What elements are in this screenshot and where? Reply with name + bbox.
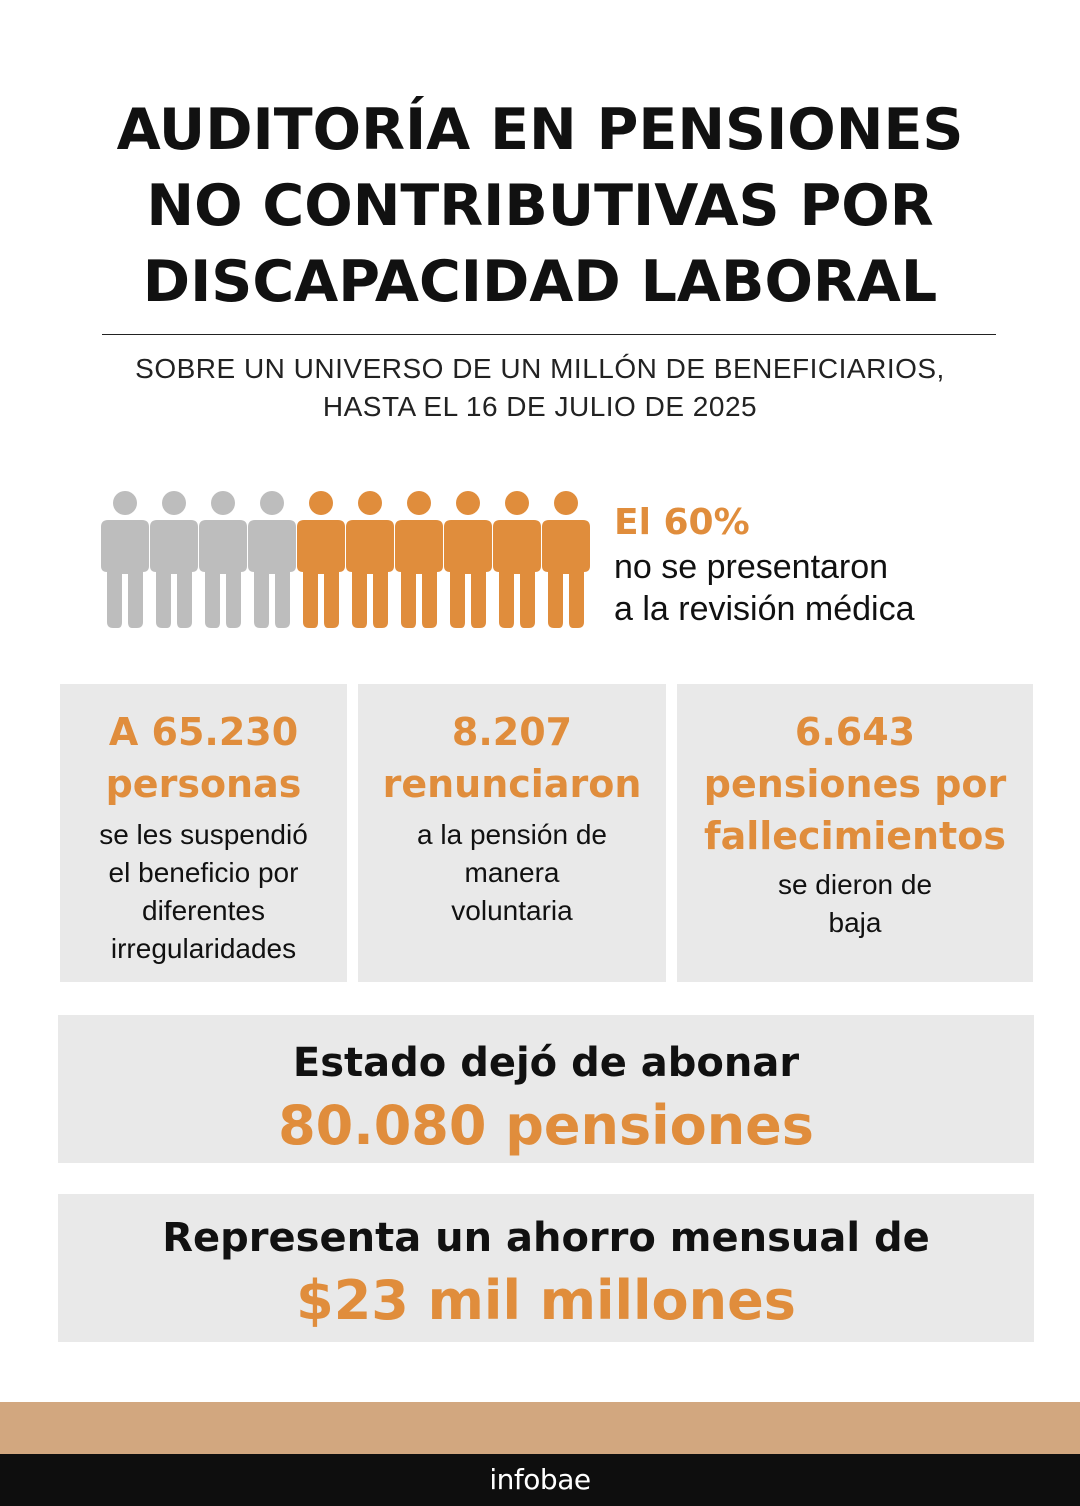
stat-suspended-desc-2: el beneficio por: [108, 857, 299, 888]
stat-box-suspended: [60, 684, 347, 982]
stat-renounced-number: 8.207: [451, 710, 573, 754]
person-icon-orange: [492, 490, 542, 630]
person-icon-gray: [149, 490, 199, 630]
stat-suspended-number: 65.230: [151, 710, 299, 754]
savings-line: Representa un ahorro mensual de: [162, 1215, 930, 1261]
page-title: [40, 92, 1040, 320]
stat-suspended-prefix: A: [108, 710, 152, 754]
person-icon-orange: [345, 490, 395, 630]
person-icon-orange: [443, 490, 493, 630]
title-line-1: AUDITORÍA EN PENSIONES: [116, 97, 964, 163]
title-divider: [102, 334, 996, 335]
footer-bar: [0, 1454, 1080, 1506]
stat-deceased-label-1: pensiones por: [703, 762, 1007, 806]
percent-description: [614, 546, 1054, 630]
subtitle: [40, 350, 1040, 426]
person-icon-orange: [394, 490, 444, 630]
summary-unit: pensiones: [486, 1094, 814, 1157]
person-icon-orange: [541, 490, 591, 630]
subtitle-line-1: SOBRE UN UNIVERSO DE UN MILLÓN DE BENEFICIARIOS,: [135, 353, 945, 384]
stat-deceased-desc-1: se dieron de: [777, 869, 933, 900]
summary-number: 80.080: [278, 1094, 487, 1157]
title-line-3: DISCAPACIDAD LABORAL: [142, 249, 938, 315]
stat-box-deceased: [677, 684, 1033, 982]
title-line-2: NO CONTRIBUTIVAS POR: [146, 173, 934, 239]
stat-suspended-desc-4: irregularidades: [110, 933, 297, 964]
percent-line-2: a la revisión médica: [614, 590, 915, 628]
stat-renounced-desc-3: voluntaria: [451, 895, 573, 926]
stat-renounced-label: renunciaron: [382, 762, 642, 806]
savings-amount: $23 mil millones: [296, 1269, 796, 1332]
stat-renounced-desc-2: manera: [464, 857, 560, 888]
person-icon-gray: [100, 490, 150, 630]
stat-renounced-desc-1: a la pensión de: [417, 819, 607, 850]
summary-line: Estado dejó de abonar: [292, 1040, 800, 1086]
percent-stat: [614, 500, 1054, 630]
stat-suspended-number-line: [60, 706, 347, 758]
percent-headline: El 60%: [614, 502, 750, 543]
stat-box-renounced: [358, 684, 666, 982]
stat-suspended-label: personas: [105, 762, 302, 806]
percent-line-1: no se presentaron: [614, 548, 889, 586]
stat-deceased-desc-2: baja: [828, 907, 882, 938]
person-icon-orange: [296, 490, 346, 630]
infobae-logo: infobae: [489, 1463, 591, 1496]
stat-suspended-desc-3: diferentes: [142, 895, 265, 926]
stat-suspended-desc-1: se les suspendió: [99, 819, 308, 850]
person-icon-gray: [198, 490, 248, 630]
people-graphic: [100, 490, 600, 630]
person-icon-gray: [247, 490, 297, 630]
stat-deceased-label-2: fallecimientos: [704, 814, 1006, 858]
subtitle-line-2: HASTA EL 16 DE JULIO DE 2025: [322, 391, 758, 422]
savings-box: [58, 1194, 1034, 1342]
tan-band: [0, 1402, 1080, 1454]
summary-box: [58, 1015, 1034, 1163]
summary-total: [58, 1091, 1034, 1161]
stat-deceased-number: 6.643: [794, 710, 916, 754]
